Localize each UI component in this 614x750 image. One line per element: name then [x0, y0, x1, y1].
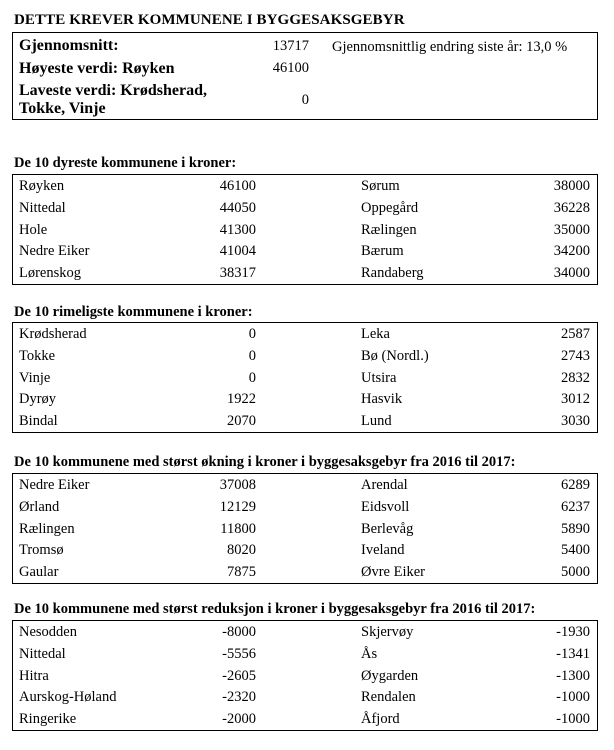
average-change-note: Gjennomsnittlig endring siste år: 13,0 %	[332, 39, 568, 55]
min-label-line1: Laveste verdi: Krødsherad,	[19, 82, 207, 99]
table-cell: 1922	[227, 391, 256, 407]
table-cell: 3012	[561, 391, 590, 407]
table-cell: Rendalen	[361, 689, 416, 705]
table-cell: Hole	[19, 222, 48, 238]
table-cell: Nesodden	[19, 624, 77, 640]
table-cell: 2070	[227, 413, 256, 429]
table-cell: Gaular	[19, 564, 59, 580]
table-cell: Oppegård	[361, 200, 419, 216]
table-cell: Tokke	[19, 348, 56, 364]
table-cell: Dyrøy	[19, 391, 57, 407]
table-cell: Bø (Nordl.)	[361, 348, 429, 364]
table-cell: -5556	[222, 646, 256, 662]
table-cell: Bindal	[19, 413, 58, 429]
table-cell: 38317	[219, 265, 256, 281]
table-cell: Øvre Eiker	[361, 564, 426, 580]
section-title-most-expensive: De 10 dyreste kommunene i kroner:	[14, 155, 237, 171]
table-largest-reduction	[12, 620, 598, 731]
table-cell: Lund	[361, 413, 392, 429]
table-cell: 35000	[553, 222, 590, 238]
table-cell: -8000	[222, 624, 256, 640]
table-cell: Røyken	[19, 178, 65, 194]
table-cell: Hasvik	[361, 391, 403, 407]
table-cell: Utsira	[361, 370, 397, 386]
table-cell: Tromsø	[19, 542, 64, 558]
section-title-cheapest: De 10 rimeligste kommunene i kroner:	[14, 304, 253, 320]
table-cell: Rælingen	[361, 222, 417, 238]
table-cell: Iveland	[361, 542, 405, 558]
table-cell: Ringerike	[19, 711, 77, 727]
max-value: 46100	[272, 60, 309, 76]
table-cell: Nittedal	[19, 200, 66, 216]
table-cell: Randaberg	[361, 265, 424, 281]
section-title-largest-increase: De 10 kommunene med størst økning i kroner i byggesaksgebyr fra 2016 til 2017:	[14, 454, 516, 470]
document-title: DETTE KREVER KOMMUNENE I BYGGESAKSGEBYR	[14, 12, 405, 28]
table-cell: 0	[248, 370, 256, 386]
table-cell: Nedre Eiker	[19, 477, 90, 493]
table-cell: 41004	[219, 243, 256, 259]
table-cell: -1300	[556, 668, 590, 684]
table-cell: Vinje	[19, 370, 51, 386]
table-cell: 38000	[553, 178, 590, 194]
table-cell: 2832	[561, 370, 590, 386]
table-cell: -1930	[556, 624, 590, 640]
table-cell: Ørland	[19, 499, 60, 515]
table-largest-increase	[12, 473, 598, 584]
table-cheapest	[12, 322, 598, 433]
table-cell: Hitra	[19, 668, 49, 684]
min-value: 0	[301, 92, 309, 108]
table-cell: Eidsvoll	[361, 499, 410, 515]
table-cell: Skjervøy	[361, 624, 414, 640]
table-cell: 0	[248, 348, 256, 364]
table-cell: 5000	[561, 564, 590, 580]
table-cell: 7875	[227, 564, 256, 580]
summary-box	[12, 32, 598, 120]
table-cell: 12129	[219, 499, 256, 515]
average-label: Gjennomsnitt:	[19, 37, 119, 54]
table-cell: Ås	[361, 646, 378, 662]
table-cell: Lørenskog	[19, 265, 82, 281]
table-cell: Bærum	[361, 243, 404, 259]
table-cell: 36228	[553, 200, 590, 216]
table-cell: 46100	[219, 178, 256, 194]
table-cell: 2587	[561, 326, 590, 342]
table-cell: Øygarden	[361, 668, 419, 684]
table-cell: 37008	[219, 477, 256, 493]
section-title-largest-reduction: De 10 kommunene med størst reduksjon i kroner i byggesaksgebyr fra 2016 til 2017:	[14, 601, 536, 617]
table-cell: -1000	[556, 689, 590, 705]
table-cell: Åfjord	[361, 711, 400, 727]
table-cell: -1000	[556, 711, 590, 727]
table-cell: 11800	[220, 521, 256, 537]
max-label: Høyeste verdi: Røyken	[19, 60, 175, 77]
table-cell: Berlevåg	[361, 521, 414, 537]
table-cell: 5400	[561, 542, 590, 558]
table-cell: Aurskog-Høland	[19, 689, 117, 705]
table-cell: 3030	[561, 413, 590, 429]
table-cell: Nedre Eiker	[19, 243, 90, 259]
table-cell: 41300	[219, 222, 256, 238]
table-cell: -2605	[222, 668, 256, 684]
table-cell: 5890	[561, 521, 590, 537]
table-cell: -2000	[222, 711, 256, 727]
table-cell: Arendal	[361, 477, 408, 493]
table-cell: 8020	[227, 542, 256, 558]
table-cell: 6237	[561, 499, 590, 515]
table-cell: Leka	[361, 326, 390, 342]
table-cell: Rælingen	[19, 521, 75, 537]
table-cell: 44050	[219, 200, 256, 216]
table-cell: Nittedal	[19, 646, 66, 662]
table-most-expensive	[12, 174, 598, 285]
table-cell: 0	[248, 326, 256, 342]
table-cell: Sørum	[361, 178, 400, 194]
table-cell: 34000	[553, 265, 590, 281]
min-label-line2: Tokke, Vinje	[19, 100, 106, 117]
table-cell: 34200	[553, 243, 590, 259]
table-cell: -1341	[556, 646, 590, 662]
table-cell: 2743	[561, 348, 590, 364]
table-cell: -2320	[222, 689, 256, 705]
table-cell: 6289	[561, 477, 590, 493]
average-value: 13717	[272, 38, 309, 54]
table-cell: Krødsherad	[19, 326, 87, 342]
